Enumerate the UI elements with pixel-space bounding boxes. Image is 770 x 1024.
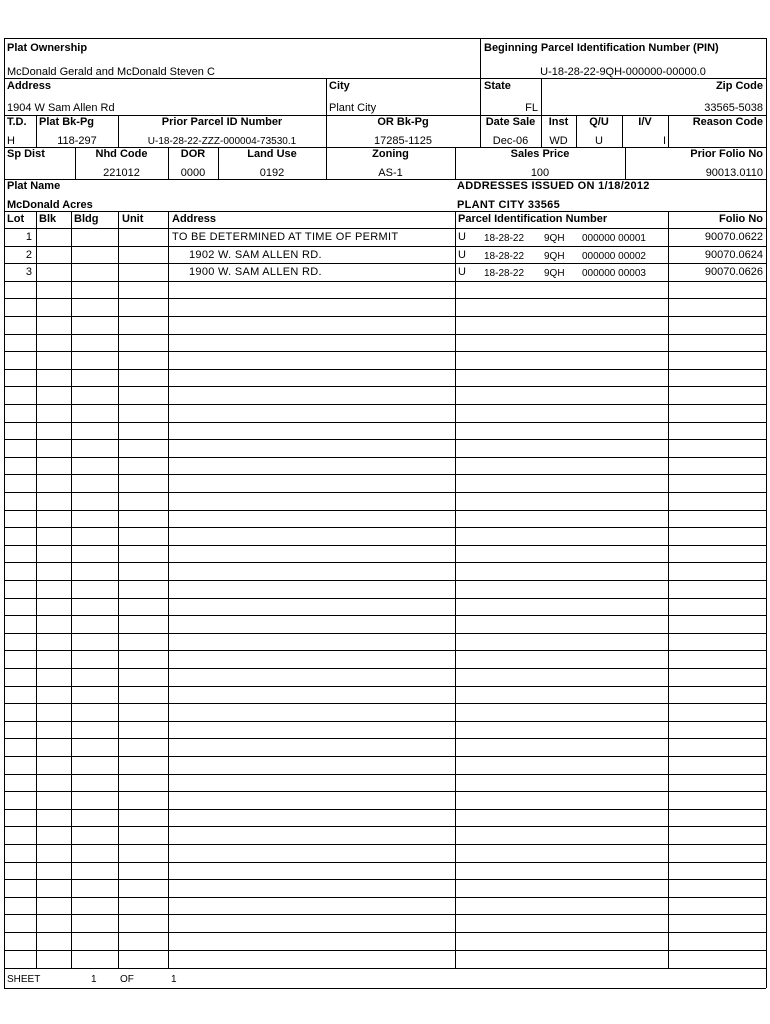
grid-bottom-line	[4, 968, 766, 969]
row-pin-prefix: U	[458, 266, 466, 278]
plantcity-label: PLANT CITY 33565	[457, 199, 561, 211]
iv-value: I	[662, 135, 666, 147]
landuse-value: 0192	[259, 167, 285, 179]
salesprice-label: Sales Price	[510, 148, 570, 160]
qu-value: U	[595, 135, 603, 147]
state-label: State	[484, 80, 511, 92]
landuse-label: Land Use	[247, 148, 297, 160]
orbkpg-value: 17285-1125	[374, 135, 432, 147]
zip-label: Zip Code	[715, 80, 763, 92]
td-value: H	[7, 135, 15, 147]
col-folio: Folio No	[719, 213, 763, 225]
pin-label: Beginning Parcel Identification Number (PIN)	[484, 42, 719, 54]
row-folio: 90070.0624	[704, 249, 763, 261]
row-lot: 1	[25, 231, 32, 243]
grid-column-line	[118, 211, 119, 968]
sheet-total: 1	[171, 974, 177, 985]
orbkpg-label: OR Bk-Pg	[377, 116, 429, 128]
qu-label: Q/U	[589, 116, 609, 128]
border-right	[766, 38, 767, 988]
dor-label: DOR	[180, 148, 206, 160]
row-address: 1902 W. SAM ALLEN RD.	[189, 249, 322, 261]
owner-name: McDonald Gerald and McDonald Steven C	[7, 66, 215, 78]
row-pin-prefix: U	[458, 231, 466, 243]
row-pin-prefix: U	[458, 249, 466, 261]
city-label: City	[329, 80, 350, 92]
nhd-label: Nhd Code	[95, 148, 148, 160]
city-value: Plant City	[329, 102, 377, 114]
zip-value: 33565-5038	[704, 102, 763, 114]
grid-column-line	[36, 211, 37, 968]
grid-column-line	[668, 211, 669, 968]
divider-city	[326, 78, 327, 115]
iv-label: I/V	[638, 116, 652, 128]
row-pin-str: 18-28-22	[484, 268, 525, 279]
reason-label: Reason Code	[692, 116, 763, 128]
row-pin-str: 18-28-22	[484, 251, 525, 262]
address-label: Address	[7, 80, 52, 92]
platbkpg-value: 118-297	[57, 135, 97, 147]
nhd-value: 221012	[103, 167, 140, 179]
inst-label: Inst	[548, 116, 569, 128]
priorfolio-label: Prior Folio No	[690, 148, 763, 160]
prior-parcel-label: Prior Parcel ID Number	[161, 116, 283, 128]
sheet-number: 1	[91, 974, 97, 985]
row-pin-num: 000000 00001	[582, 233, 646, 244]
td-label: T.D.	[7, 116, 27, 128]
priorfolio-value: 90013.0110	[705, 167, 763, 179]
col-lot: Lot	[7, 213, 25, 225]
row-lot: 3	[25, 266, 32, 278]
row-pin-num: 000000 00002	[582, 251, 646, 262]
issued-label: ADDRESSES ISSUED ON 1/18/2012	[457, 180, 650, 192]
plat-ownership-label: Plat Ownership	[7, 42, 88, 54]
platname-label: Plat Name	[7, 180, 61, 192]
datesale-label: Date Sale	[485, 116, 536, 128]
zoning-value: AS-1	[378, 167, 403, 179]
row-address: TO BE DETERMINED AT TIME OF PERMIT	[172, 231, 399, 243]
row-folio: 90070.0626	[704, 266, 763, 278]
col-address: Address	[172, 213, 217, 225]
grid-column-line	[455, 211, 456, 968]
row-pin-str: 18-28-22	[484, 233, 525, 244]
col-blk: Blk	[39, 213, 57, 225]
address-value: 1904 W Sam Allen Rd	[7, 102, 115, 114]
platname-value: McDonald Acres	[7, 199, 93, 211]
border-top	[4, 38, 766, 39]
row-lot: 2	[25, 249, 32, 261]
grid-column-line	[168, 211, 169, 968]
row-address: 1900 W. SAM ALLEN RD.	[189, 266, 322, 278]
inst-value: WD	[549, 135, 568, 147]
prior-parcel-value: U-18-28-22-ZZZ-000004-73530.1	[147, 136, 297, 147]
col-bldg: Bldg	[74, 213, 99, 225]
platbkpg-label: Plat Bk-Pg	[39, 116, 95, 128]
row-folio: 90070.0622	[704, 231, 763, 243]
row-pin-sub: 9QH	[544, 233, 565, 244]
of-label: OF	[120, 974, 134, 985]
border-left	[4, 38, 5, 988]
dor-value: 0000	[180, 167, 206, 179]
col-unit: Unit	[122, 213, 144, 225]
row-pin-sub: 9QH	[544, 268, 565, 279]
row-pin-num: 000000 00003	[582, 268, 646, 279]
pin-value: U-18-28-22-9QH-000000-00000.0	[540, 66, 706, 78]
salesprice-value: 100	[530, 167, 550, 179]
state-value: FL	[525, 102, 538, 114]
border-bottom	[4, 988, 766, 989]
row-pin-sub: 9QH	[544, 251, 565, 262]
col-pin: Parcel Identification Number	[458, 213, 608, 225]
spdist-label: Sp Dist	[7, 148, 45, 160]
zoning-label: Zoning	[372, 148, 409, 160]
sheet-label: SHEET	[7, 974, 41, 985]
grid-column-line	[71, 211, 72, 968]
datesale-value: Dec-06	[492, 135, 529, 147]
